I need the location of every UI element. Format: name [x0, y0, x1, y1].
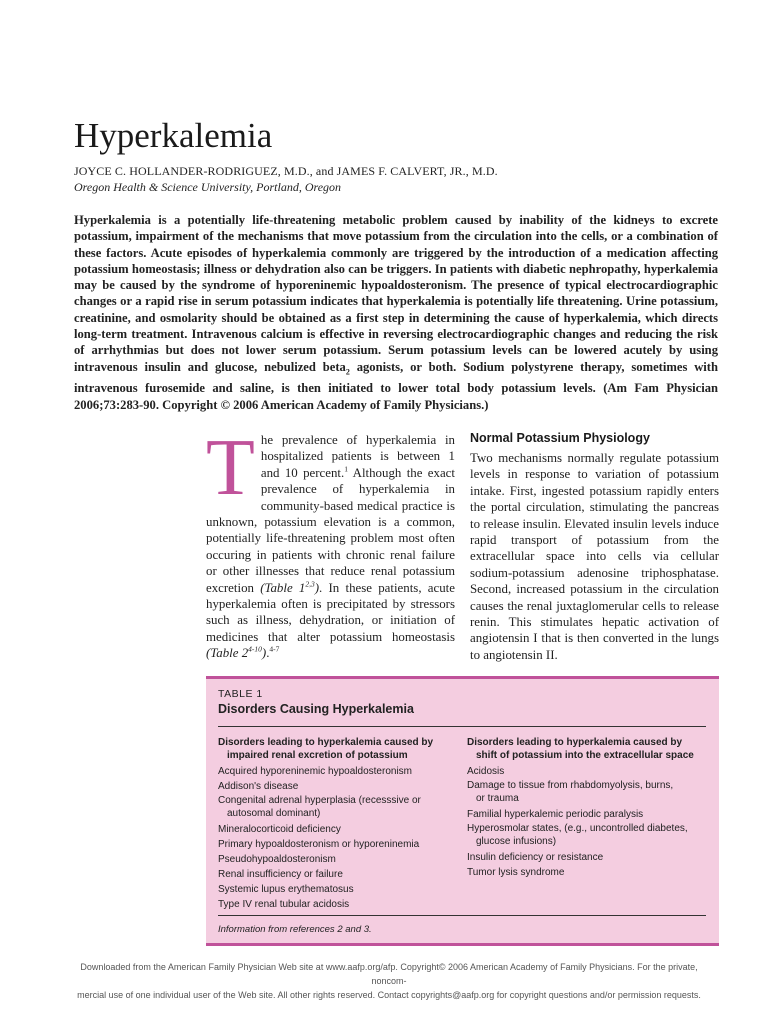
table-item: Pseudohypoaldosteronism — [218, 854, 336, 865]
table-item: Damage to tissue from rhabdomyolysis, burns, or trauma — [467, 780, 674, 804]
table-item: Tumor lysis syndrome — [467, 867, 565, 878]
table-column-shift — [467, 737, 707, 880]
table-divider-top — [218, 726, 706, 727]
drop-cap: T — [206, 424, 255, 512]
table-divider-bottom — [218, 915, 706, 916]
citation-1: 1 — [344, 464, 348, 474]
intro-text-1: he prevalence of hyperkalemia in hospitalized patients is between 1 and 10 percent. — [260, 433, 455, 480]
table-label: TABLE 1 — [218, 688, 263, 700]
table-title: Disorders Causing Hyperkalemia — [218, 702, 414, 716]
table-item: Addison's disease — [218, 781, 299, 792]
intro-column — [206, 424, 455, 662]
intro-text-4: . — [266, 646, 270, 661]
table-item: Renal insufficiency or failure — [218, 869, 343, 880]
table-item: Primary hypoaldosteronism or hyporeninemia — [218, 839, 420, 850]
article-authors: JOYCE C. HOLLANDER-RODRIGUEZ, M.D., and JAMES F. CALVERT, JR., M.D. — [74, 164, 498, 178]
table-column-header: Disorders leading to hyperkalemia caused by shift of potassium into the extracellular space — [467, 737, 694, 761]
article-title: Hyperkalemia — [74, 116, 273, 155]
table-item: Hyperosmolar states, (e.g., uncontrolled diabetes, glucose infusions) — [467, 823, 688, 847]
table1-reference[interactable]: (Table 1$^{2,3}$) — [260, 579, 320, 595]
table-item: Congenital adrenal hyperplasia (recesssive or autosomal dominant) — [218, 795, 421, 819]
section-body: Two mechanisms normally regulate potassium levels in response to variation of potassium intake. First, ingested potassium rapidly enters the portal circulation, stimulating the pancreas to release insulin. Elevated insulin levels induce rapid transport of potassium from the extracellular space into cells via cellular sodium-potassium adenosine triphosphatase. Second, increased potassium in the circulation causes the renal juxtaglomerular cells to release renin. This stimulates hepatic activation of angiotensin I that is then converted in the lungs to angiotensin II. — [470, 451, 719, 662]
download-footer — [62, 960, 716, 1002]
table-column-renal — [218, 737, 458, 912]
table-item: Type IV renal tubular acidosis — [218, 899, 350, 910]
intro-text-3: . In these patients, acute hyperkalemia often is precipitated by stressors such as illness, dehydration, or initiation of medicines that alter potassium homeostasis — [206, 580, 455, 644]
table-1 — [206, 676, 719, 946]
physiology-column — [470, 430, 719, 663]
abstract-subscript: 2 — [345, 367, 350, 377]
section-heading: Normal Potassium Physiology — [470, 431, 650, 445]
table-footnote: Information from references 2 and 3. — [218, 924, 372, 935]
table-item: Acquired hyporeninemic hypoaldosteronism — [218, 766, 412, 777]
table-item: Mineralocorticoid deficiency — [218, 824, 341, 835]
table2-reference[interactable]: (Table 2$^{4-10}$) — [206, 644, 267, 661]
table-item: Acidosis — [467, 766, 505, 777]
footer-line-1: Downloaded from the American Family Physician Web site at www.aafp.org/afp. Copyright© 2006 American Academy of Family Physicians. For the private, noncom- — [80, 962, 698, 986]
table-column-header: Disorders leading to hyperkalemia caused by impaired renal excretion of potassium — [218, 737, 434, 761]
table-item: Insulin deficiency or resistance — [467, 852, 604, 863]
table-item: Systemic lupus erythematosus — [218, 884, 354, 895]
author-affiliation: Oregon Health & Science University, Portland, Oregon — [74, 180, 342, 194]
abstract-text-2: agonists, or both. Sodium polystyrene therapy, sometimes with intravenous furosemide and saline, is then initiated to lower total body potassium levels. (Am Fam Physician 2006;73:283-90. Copyright © 2006 American Academy of Family Physicians.) — [74, 359, 718, 412]
abstract-text-1: Hyperkalemia is a potentially life-threatening metabolic problem caused by inability of the kidneys to excrete potassium, impairment of the mechanisms that move potassium from the circulation into the cells, or a combination of these factors. Acute episodes of hyperkalemia commonly are triggered by the introduction of a medication affecting potassium homeostasis; illness or dehydration also can be triggers. In patients with diabetic nephropathy, hyperkalemia may be caused by the syndrome of hyporeninemic hypoaldosteronism. The presence of typical electrocardiographic changes or a rapid rise in serum potassium indicates that hyperkalemia is potentially life threatening. Urine potassium, creatinine, and osmolarity should be obtained as a first step in determining the cause of hyperkalemia, which directs long-term treatment. Intravenous calcium is effective in reversing electrocardiographic changes and reducing the risk of arrhythmias but does not lower serum potassium. Serum potassium levels can be lowered acutely by using intravenous insulin and glucose, nebulized beta — [74, 213, 718, 374]
table-item: Familial hyperkalemic periodic paralysis — [467, 809, 644, 820]
abstract — [74, 212, 718, 413]
citation-2: 4-7 — [269, 644, 280, 654]
footer-line-2: mercial use of one individual user of the Web site. All other rights reserved. Contact copyrights@aafp.org for copyright questions and/or permission requests. — [77, 990, 701, 1000]
intro-text-2: Although the exact prevalence of hyperkalemia in community-based medical practice is unknown, potassium elevation is a common, potentially life-threatening problem most often occuring in patients with chronic renal failure or other illnesses that reduce renal potassium excretion — [206, 465, 455, 595]
